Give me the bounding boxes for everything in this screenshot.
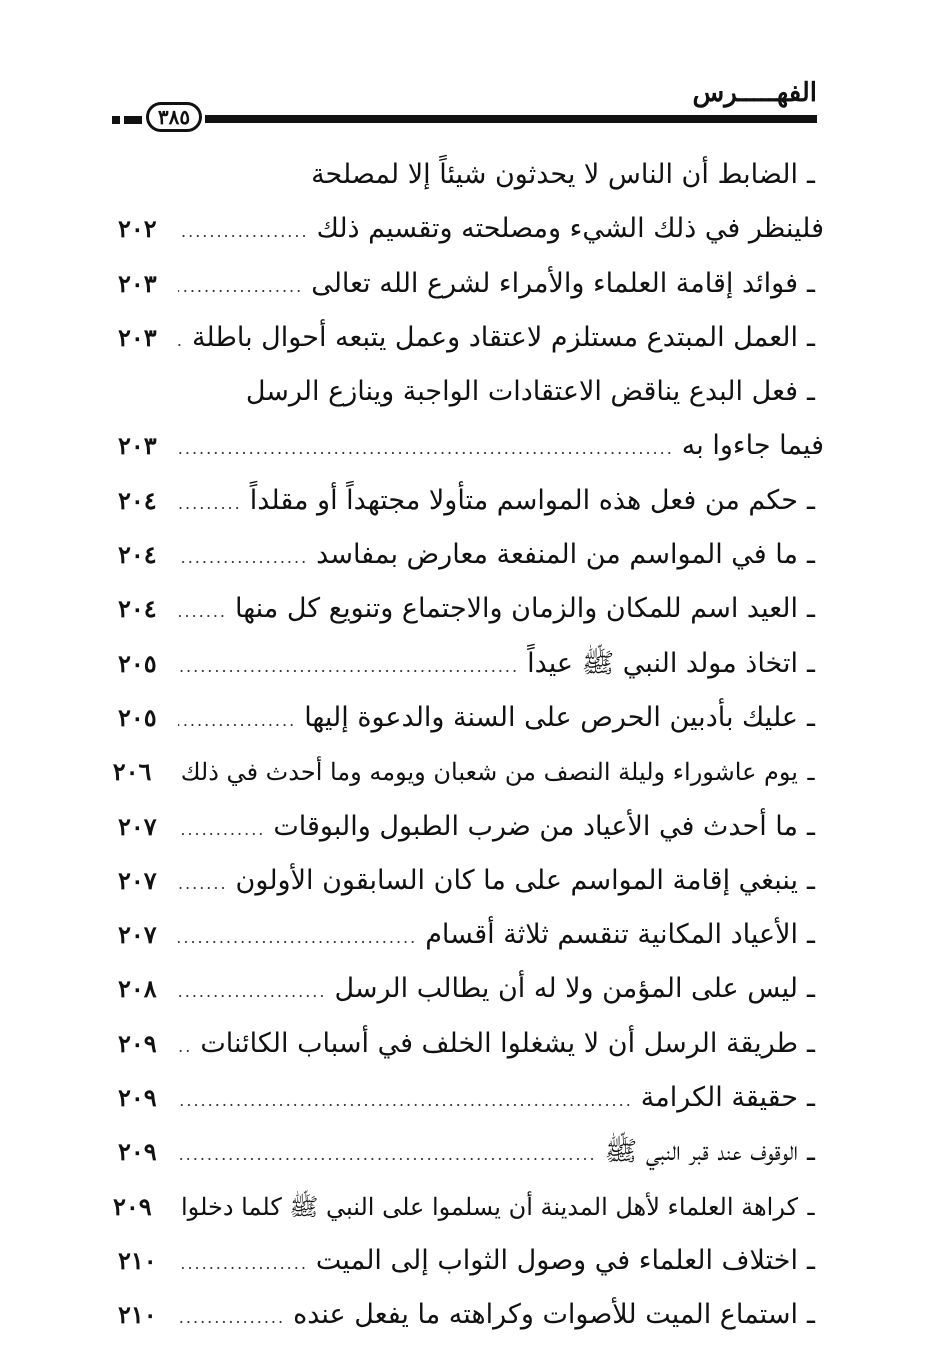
toc-entry-text: اتخاذ مولد النبي ﷺ عيداً (527, 647, 798, 679)
toc-entry-page: ٢٠٩ (118, 1137, 157, 1167)
toc-entry (118, 365, 824, 419)
toc-entry-text: حكم من فعل هذه المواسم متأولا مجتهداً أو مقلداً (249, 484, 798, 516)
toc-entry-page: ٢٠٣ (118, 268, 157, 298)
toc-entry-bullet: ـ (807, 1299, 815, 1331)
toc-entry-text: الوقوف عند قبر النبي ﷺ (604, 1136, 798, 1168)
toc-leader-dots (178, 1128, 597, 1182)
header-rule (205, 115, 817, 123)
toc-entry-bullet: ـ (807, 701, 815, 733)
toc-entry-bullet: ـ (807, 484, 815, 516)
toc-entry-text: ما أحدث في الأعياد من ضرب الطبول والبوقات (273, 810, 798, 842)
toc-entry-bullet: ـ (807, 864, 815, 896)
toc-leader-dots (178, 1020, 192, 1074)
toc-entry-bullet: ـ (807, 539, 815, 571)
toc-entry-page: ٢٠٥ (118, 648, 157, 678)
toc-entry-page: ٢١٠ (118, 1245, 157, 1275)
toc-entry (112, 745, 824, 799)
toc-entry (118, 1125, 824, 1179)
toc-leader-dots (178, 965, 326, 1019)
toc-entry (118, 1017, 824, 1071)
toc-entry-page: ٢٠٣ (118, 431, 157, 461)
toc-entry-bullet: ـ (807, 159, 815, 190)
page-header-title: الفهـــــرس (692, 78, 817, 108)
toc-entry (118, 637, 824, 691)
toc-entry (118, 474, 824, 528)
toc-entry-text: كراهة العلماء لأهل المدينة أن يسلموا على النبي ﷺ كلما دخلوا (181, 1192, 798, 1221)
toc-entry-text: فوائد إقامة العلماء والأمراء لشرع الله تعالى (311, 267, 798, 299)
toc-entry-text: الضابط أن الناس لا يحدثون شيئاً إلا لمصلحة (311, 159, 798, 190)
toc-leader-dots (178, 694, 296, 748)
toc-entry-page: ٢٠٧ (118, 920, 157, 950)
toc-entry-bullet: ـ (807, 267, 815, 299)
toc-entry-text: يوم عاشوراء وليلة النصف من شعبان ويومه وما أحدث في ذلك (180, 758, 798, 787)
toc-entry-page: ٢٠٧ (118, 811, 157, 841)
toc-entry-text: اختلاف العلماء في وصول الثواب إلى الميت (315, 1244, 798, 1276)
toc-leader-dots (178, 1074, 633, 1128)
toc-entry-bullet: ـ (807, 973, 815, 1005)
toc-leader-dots (178, 314, 184, 368)
toc-leader-dots (178, 205, 309, 259)
toc-leader-dots (178, 1237, 308, 1291)
toc-entry-page: ٢٠٤ (118, 485, 157, 515)
toc-entry-text: العيد اسم للمكان والزمان والاجتماع وتنويع كل منها (234, 593, 798, 625)
toc-entry (118, 962, 824, 1016)
toc-leader-dots (178, 911, 417, 965)
toc-entry (118, 528, 824, 582)
toc-entry-bullet: ـ (807, 647, 815, 679)
toc-entry (113, 1180, 824, 1234)
toc-entry-text: الأعياد المكانية تنقسم ثلاثة أقسام (425, 919, 798, 951)
toc-entry-page: ٢٠٩ (113, 1191, 152, 1221)
toc-entry-page: ٢٠٩ (118, 1028, 157, 1058)
toc-entry-bullet: ـ (807, 1136, 815, 1168)
toc-leader-dots (178, 803, 265, 857)
toc-entry-page: ٢٠٩ (118, 1083, 157, 1113)
toc-entry (118, 691, 824, 745)
toc-entry-page: ٢٠٥ (118, 702, 157, 732)
toc-entry-page: ٢١٠ (118, 1300, 157, 1330)
toc-leader-dots (178, 640, 519, 694)
toc-entry-text: استماع الميت للأصوات وكراهته ما يفعل عنده (293, 1299, 798, 1331)
toc-entry (118, 908, 824, 962)
toc-entry (118, 148, 824, 202)
toc-entry (118, 202, 824, 256)
toc-entry-text: طريقة الرسل أن لا يشغلوا الخلف في أسباب الكائنات (200, 1027, 798, 1059)
toc-entry (118, 419, 824, 473)
toc-entry-page: ٢٠٤ (118, 594, 157, 624)
toc-entry (118, 854, 824, 908)
table-of-contents (112, 148, 824, 1343)
toc-leader-dots (178, 260, 303, 314)
toc-entry-text: العمل المبتدع مستلزم لاعتقاد وعمل يتبعه أحوال باطلة (191, 321, 798, 353)
toc-leader-dots (178, 477, 242, 531)
toc-entry-bullet: ـ (807, 1192, 815, 1221)
toc-entry (118, 582, 824, 636)
toc-entry (118, 311, 824, 365)
toc-leader-dots (178, 857, 228, 911)
toc-leader-dots (178, 422, 674, 476)
header-dash-marks (112, 116, 144, 124)
toc-entry-page: ٢٠٣ (118, 322, 157, 352)
toc-entry (118, 1288, 824, 1342)
toc-entry-bullet: ـ (807, 321, 815, 353)
toc-entry (118, 257, 824, 311)
toc-entry-text: فيما جاءوا به (681, 430, 824, 462)
toc-entry-bullet: ـ (807, 758, 815, 787)
toc-entry-text: ما في المواسم من المنفعة معارض بمفاسد (316, 539, 798, 571)
page-number-badge: ٣٨٥ (146, 102, 202, 132)
toc-entry-bullet: ـ (807, 810, 815, 842)
toc-entry-page: ٢٠٤ (118, 540, 157, 570)
toc-entry (118, 1234, 824, 1288)
toc-entry-text: حقيقة الكرامة (640, 1082, 798, 1114)
toc-leader-dots (178, 585, 227, 639)
toc-entry-bullet: ـ (807, 1244, 815, 1276)
toc-entry-text: فلينظر في ذلك الشيء ومصلحته وتقسيم ذلك (316, 213, 824, 245)
toc-leader-dots (178, 1291, 285, 1345)
toc-entry (118, 1071, 824, 1125)
toc-entry-bullet: ـ (807, 593, 815, 625)
toc-entry-page: ٢٠٨ (118, 974, 157, 1004)
toc-entry-bullet: ـ (807, 919, 815, 951)
toc-entry-bullet: ـ (807, 1082, 815, 1114)
toc-entry-text: ليس على المؤمن ولا له أن يطالب الرسل (334, 973, 798, 1005)
toc-entry-page: ٢٠٦ (112, 757, 152, 787)
toc-entry-page: ٢٠٧ (118, 865, 157, 895)
toc-entry-page: ٢٠٢ (118, 214, 157, 244)
toc-entry-bullet: ـ (807, 1027, 815, 1059)
toc-entry-text: عليك بأدبين الحرص على السنة والدعوة إليها (304, 701, 798, 733)
toc-entry-text: ينبغي إقامة المواسم على ما كان السابقون الأولون (235, 864, 798, 896)
toc-entry-text: فعل البدع يناقض الاعتقادات الواجبة وينازع الرسل (245, 376, 798, 408)
toc-leader-dots (178, 531, 308, 585)
toc-entry (118, 800, 824, 854)
toc-entry-bullet: ـ (807, 376, 815, 408)
